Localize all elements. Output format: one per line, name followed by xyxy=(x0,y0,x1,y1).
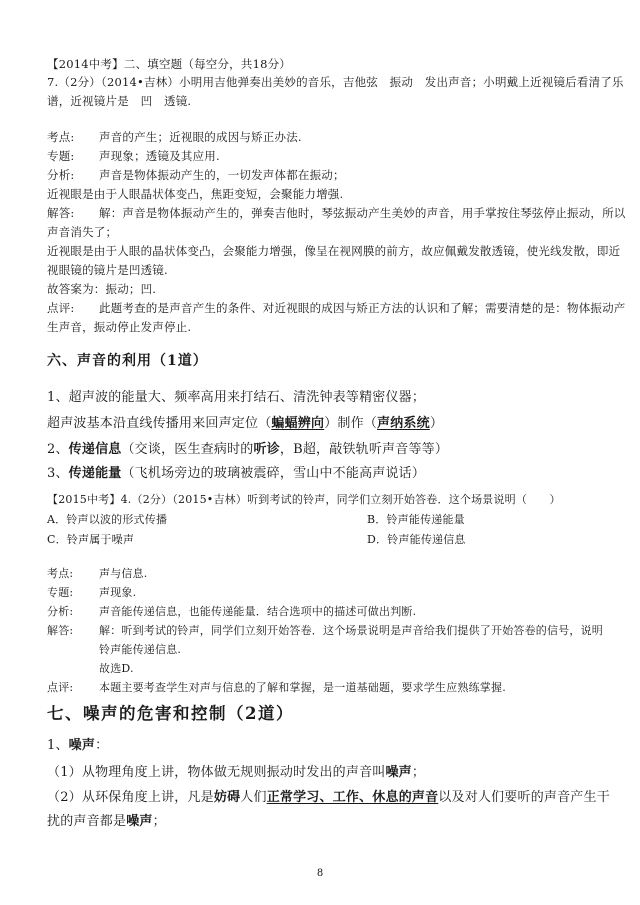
section-heading: 七、噪声的危害和控制（2道） xyxy=(47,704,294,723)
paragraph-line xyxy=(47,789,610,807)
paragraph-line xyxy=(47,813,166,831)
question-stem: 4.（2分）（2015•吉林）听到考试的铃声，同学们立刻开始答卷．这个场景说明（ ） xyxy=(120,493,561,506)
field-value: 此题考查的是声音产生的条件、对近视眼的成因与矫正方法的认识和了解；需要清楚的是：物体振动产 xyxy=(99,301,626,315)
field-value: 声音的产生；近视眼的成因与矫正办法. xyxy=(99,130,302,144)
fenxi-row xyxy=(47,604,416,620)
bold-term: 噪声 xyxy=(68,738,96,753)
bold-term: 传递能量 xyxy=(68,466,122,481)
underlined-term: 蝙蝠辨向 xyxy=(271,416,325,431)
answer-line: 故答案为：振动；凹. xyxy=(47,282,157,296)
field-label: 解答: xyxy=(47,624,74,637)
text-run: 以及对人们要听的声音产生干 xyxy=(438,790,610,805)
option-d: D．铃声能传递信息 xyxy=(367,533,466,546)
text-run: 超声波基本沿直线传播用来回声定位（ xyxy=(47,416,272,431)
solution-line xyxy=(47,642,181,658)
bold-term: 听诊 xyxy=(253,442,280,457)
field-value: 声与信息. xyxy=(99,567,148,580)
page-number: 8 xyxy=(316,868,324,879)
options-row xyxy=(47,532,466,548)
zhuanti-row xyxy=(47,585,136,601)
comment-line: 生声音，振动停止发声停止. xyxy=(47,320,192,334)
field-label: 专题: xyxy=(47,149,75,163)
paragraph-line xyxy=(47,764,425,782)
field-label: 分析: xyxy=(47,605,74,618)
option-b: B．铃声能传递能量 xyxy=(367,513,465,526)
jieda-row xyxy=(47,623,603,639)
field-value: 铃声能传递信息. xyxy=(99,643,182,656)
text-run: （2）从环保角度上讲，凡是 xyxy=(47,790,214,805)
field-label: 解答: xyxy=(47,206,75,220)
question-2015-header xyxy=(47,492,561,508)
question-stem-line: 谱，近视镜片是 凹 透镜. xyxy=(47,94,192,108)
field-value: 声音能传递信息，也能传递能量．结合选项中的描述可做出判断. xyxy=(99,605,417,618)
option-c: C．铃声属于噪声 xyxy=(47,533,135,546)
field-value: 本题主要考查学生对声与信息的了解和掌握，是一道基础题，要求学生应熟练掌握. xyxy=(99,681,506,694)
text-run: ； xyxy=(152,814,166,829)
fenxi-row xyxy=(47,167,345,183)
field-value: 解：听到考试的铃声，同学们立刻开始答卷．这个场景说明是声音给我们提供了开始答卷的信号，说明 xyxy=(99,624,603,637)
text-run: ） xyxy=(429,416,444,431)
dianping-row xyxy=(47,300,626,316)
kaodian-row xyxy=(47,129,302,145)
text-run: ； xyxy=(411,765,426,780)
option-a: A．铃声以波的形式传播 xyxy=(47,513,168,526)
text-run: 人们 xyxy=(240,790,267,805)
text-run: 1、 xyxy=(47,738,69,753)
list-item xyxy=(47,441,448,459)
field-value: 解：声音是物体振动产生的，弹奏吉他时，琴弦振动产生美妙的声音，用手掌按住琴弦停止振动，所以 xyxy=(99,206,626,220)
field-label: 考点: xyxy=(47,567,74,580)
kaodian-row xyxy=(47,566,148,582)
bold-term: 妨碍 xyxy=(213,790,241,805)
field-label: 点评: xyxy=(47,681,74,694)
list-item xyxy=(47,415,443,433)
solution-line: 近视眼是由于人眼的晶状体变凸，会聚能力增强，像呈在视网膜的前方，故应佩戴发散透镜，使光线发散，即近 xyxy=(47,244,621,258)
options-row xyxy=(47,512,465,528)
list-item xyxy=(47,737,108,755)
exam-tag: 【2015中考】 xyxy=(47,493,121,506)
question-stem-line: 7.（2分）（2014•吉林）小明用吉他弹奏出美妙的音乐，吉他弦 振动 发出声音；小明戴上近视镜后看清了乐 xyxy=(47,75,624,89)
section-title: 二、填空题（每空分，共18分） xyxy=(123,57,292,71)
jieda-row xyxy=(47,205,626,221)
bold-term: 噪声 xyxy=(126,814,153,829)
field-value: 声音是物体振动产生的，一切发声体都在振动； xyxy=(99,168,345,182)
field-label: 考点: xyxy=(47,130,75,144)
analysis-line: 近视眼是由于人眼晶状体变凸，焦距变短，会聚能力增强. xyxy=(47,187,344,201)
exam-tag: 【2014中考】 xyxy=(47,57,124,71)
list-item: 1、超声波的能量大、频率高用来打结石、清洗钟表等精密仪器； xyxy=(47,390,426,405)
underlined-term: 声纳系统 xyxy=(377,416,430,431)
field-value: 声现象. xyxy=(99,586,137,599)
solution-line: 视眼镜的镜片是凹透镜. xyxy=(47,263,168,277)
text-run: ： xyxy=(95,738,109,753)
solution-line: 声音消失了； xyxy=(47,225,118,239)
zhuanti-row xyxy=(47,148,220,164)
text-run: 2、 xyxy=(47,442,69,457)
field-label: 点评: xyxy=(47,301,75,315)
field-label: 专题: xyxy=(47,586,74,599)
field-value: 声现象；透镜及其应用. xyxy=(99,149,220,163)
list-item xyxy=(47,465,425,483)
solution-line xyxy=(47,661,134,677)
underlined-term: 正常学习、工作、休息的声音 xyxy=(266,790,439,805)
text-run: 3、 xyxy=(47,466,69,481)
text-run: （交谈，医生查病时的 xyxy=(121,442,254,457)
text-run: 扰的声音都是 xyxy=(47,814,127,829)
bold-term: 传递信息 xyxy=(68,442,122,457)
text-run: （1）从物理角度上讲，物体做无规则振动时发出的声音叫 xyxy=(47,765,386,780)
field-label: 分析: xyxy=(47,168,75,182)
dianping-row xyxy=(47,680,506,696)
bold-term: 噪声 xyxy=(385,765,412,780)
question-2014-header xyxy=(47,56,291,72)
text-run: （飞机场旁边的玻璃被震碎，雪山中不能高声说话） xyxy=(121,466,426,481)
text-run: ，B超，敲铁轨听声音等等） xyxy=(279,442,449,457)
section-heading: 六、声音的利用（1道） xyxy=(47,353,208,369)
text-run: ）制作（ xyxy=(324,416,378,431)
field-value: 故选D. xyxy=(99,662,134,675)
